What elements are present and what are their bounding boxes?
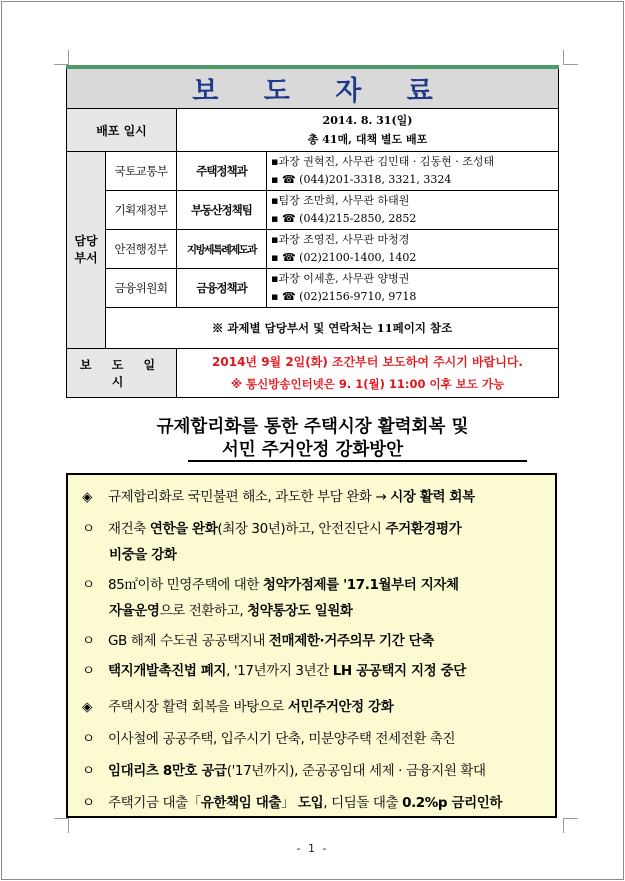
- headline-line-1: 규제합리화를 통한 주택시장 활력회복 및: [156, 417, 469, 437]
- phone-number: (044)201-3318, 3321, 3324: [299, 173, 452, 186]
- contact-note: ※ 과제별 담당부서 및 연락처는 11페이지 참조: [106, 308, 559, 349]
- distribution-detail: 총 41매, 대책 별도 배포: [307, 133, 428, 146]
- phone-number: (044)215-2850, 2852: [299, 212, 417, 225]
- list-item: ㅇ 택지개발촉진법 폐지, '17년까지 3년간 LH 공공택지 지정 중단: [82, 659, 466, 679]
- circle-bullet-icon: ㅇ: [82, 663, 95, 679]
- ministry-name: 국토교통부: [106, 152, 177, 191]
- staff-names: 과장 권혁진, 사무관 김민태 · 김동현 · 조성태: [278, 155, 495, 168]
- team-name: 부동산정책팀: [177, 191, 267, 230]
- crop-mark: [54, 818, 69, 833]
- list-item-continuation: 자율운영으로 전환하고, 청약통장도 일원화: [109, 603, 353, 619]
- section-heading: ◈ 규제합리화로 국민불편 해소, 과도한 부담 완화 → 시장 활력 회복: [82, 489, 475, 505]
- crop-mark: [563, 50, 578, 65]
- distribution-date: 2014. 8. 31(일): [322, 114, 413, 127]
- release-time: 2014년 9월 2일(화) 조간부터 보도하여 주시기 바랍니다.: [212, 355, 523, 369]
- team-name: 주택정책과: [177, 152, 267, 191]
- page-number: - 1 -: [296, 842, 329, 855]
- contact-info: ▪과장 이세훈, 사무관 양병권 ▪ ☎ (02)2156-9710, 9718: [267, 269, 559, 308]
- section-heading: ◈ 주택시장 활력 회복을 바탕으로 서민주거안정 강화: [82, 699, 394, 715]
- distribution-label: 배포 일시: [67, 109, 177, 152]
- ministry-name: 기획재정부: [106, 191, 177, 230]
- circle-bullet-icon: ㅇ: [82, 795, 95, 811]
- diamond-bullet-icon: ◈: [82, 699, 92, 715]
- phone-icon: ☎: [281, 290, 296, 303]
- release-label: 보 도 일 시: [67, 349, 177, 398]
- team-name: 금융정책과: [177, 269, 267, 308]
- distribution-date-cell: [177, 109, 559, 152]
- contact-info: ▪과장 조영진, 사무관 마청경 ▪ ☎ (02)2100-1400, 1402: [267, 230, 559, 269]
- diamond-bullet-icon: ◈: [82, 489, 92, 505]
- team-name: 지방세특례제도과: [177, 230, 267, 269]
- crop-mark: [54, 50, 69, 65]
- staff-names: 과장 조영진, 사무관 마청경: [278, 233, 410, 246]
- phone-icon: ☎: [281, 173, 296, 186]
- circle-bullet-icon: ㅇ: [82, 763, 95, 779]
- circle-bullet-icon: ㅇ: [82, 731, 95, 747]
- list-item: ㅇ 재건축 연한을 완화(최장 30년)하고, 안전진단시 주거환경평가: [82, 517, 461, 537]
- list-item: ㅇ 주택기금 대출「유한책임 대출」 도입, 디딤돌 대출 0.2%p 금리인하: [82, 791, 502, 811]
- ministry-name: 금융위원회: [106, 269, 177, 308]
- release-broadcast-note: ※ 통신방송인터넷은 9. 1(월) 11:00 이후 보도 가능: [230, 377, 505, 391]
- phone-icon: ☎: [281, 212, 296, 225]
- list-item: ㅇ 임대리츠 8만호 공급('17년까지), 준공공임대 세제 · 금융지원 확대: [82, 759, 486, 779]
- circle-bullet-icon: ㅇ: [82, 577, 95, 593]
- circle-bullet-icon: ㅇ: [82, 521, 95, 537]
- crop-mark: [563, 818, 578, 833]
- phone-icon: ☎: [281, 251, 296, 264]
- press-release-title: 보 도 자 료: [192, 76, 451, 107]
- contact-info: ▪과장 권혁진, 사무관 김민태 · 김동현 · 조성태 ▪ ☎ (044)201-3318, 3321, 3324: [267, 152, 559, 191]
- list-item-continuation: 비중을 강화: [109, 547, 177, 563]
- list-item: ㅇ 이사철에 공공주택, 입주시기 단축, 미분양주택 전세전환 촉진: [82, 727, 455, 747]
- staff-names: 팀장 조만희, 사무관 하태원: [278, 194, 410, 207]
- arrow-icon: →: [375, 489, 387, 505]
- headline-line-2: 서민 주거안정 강화방안: [221, 440, 404, 460]
- departments-label: 담당 부서: [67, 152, 106, 349]
- title-cell: [67, 67, 559, 109]
- contact-info: ▪팀장 조만희, 사무관 하태원 ▪ ☎ (044)215-2850, 2852: [267, 191, 559, 230]
- release-time-cell: [177, 349, 559, 398]
- circle-bullet-icon: ㅇ: [82, 633, 95, 649]
- phone-number: (02)2156-9710, 9718: [299, 290, 417, 303]
- ministry-name: 안전행정부: [106, 230, 177, 269]
- staff-names: 과장 이세훈, 사무관 양병권: [278, 272, 410, 285]
- phone-number: (02)2100-1400, 1402: [299, 251, 417, 264]
- headline-underline: [188, 460, 527, 462]
- summary-box: [66, 473, 557, 818]
- press-release-header-table: [66, 65, 559, 398]
- list-item: ㅇ 85㎡이하 민영주택에 대한 청약가점제를 '17.1월부터 지자체: [82, 573, 459, 593]
- list-item: ㅇ GB 해제 수도권 공공택지내 전매제한·거주의무 기간 단축: [82, 629, 434, 649]
